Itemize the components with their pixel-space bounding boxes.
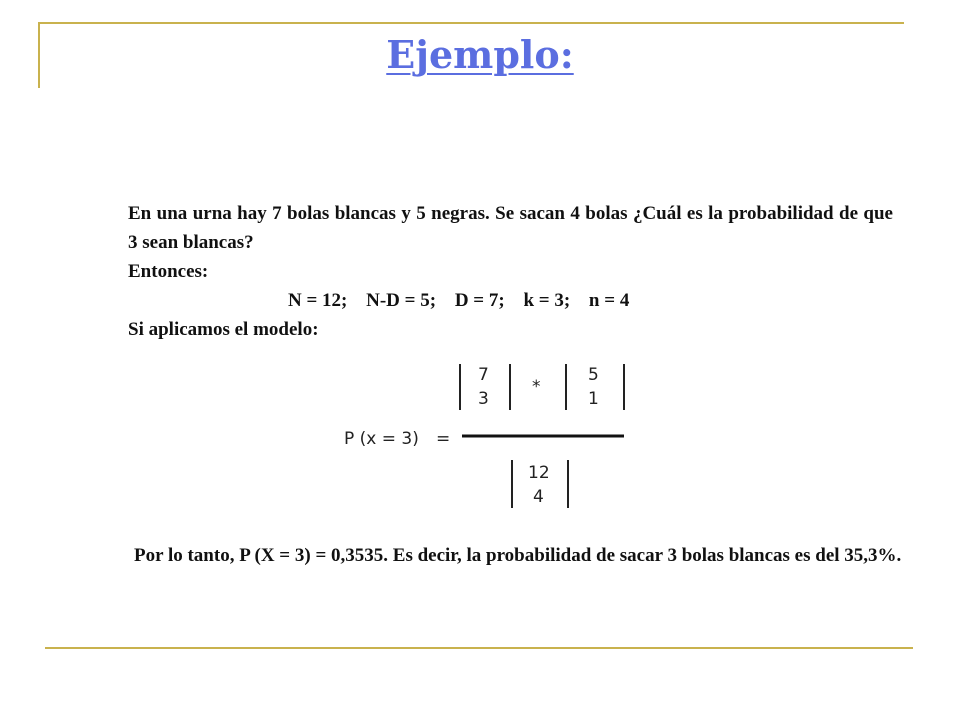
formula-equals: =	[436, 429, 451, 449]
problem-statement: En una urna hay 7 bolas blancas y 5 negras. Se sacan 4 bolas ¿Cuál es la probabilidad de que 3 sean blancas?	[128, 203, 893, 253]
apply-model-label: Si aplicamos el modelo:	[128, 319, 319, 340]
num-right-top: 5	[588, 365, 599, 385]
formula-operator: *	[532, 377, 541, 397]
hypergeometric-formula	[330, 352, 650, 522]
slide-title: Ejemplo:	[386, 32, 574, 77]
parameters-line	[288, 286, 629, 315]
param-k: k = 3;	[523, 290, 571, 311]
param-n-total: N = 12;	[288, 290, 348, 311]
den-top: 12	[528, 463, 550, 483]
top-rule	[38, 22, 904, 24]
conclusion: Por lo tanto, P (X = 3) = 0,3535. Es decir, la probabilidad de sacar 3 bolas blancas es del 35,3%.	[134, 545, 902, 566]
num-left-top: 7	[478, 365, 489, 385]
bottom-rule	[45, 647, 913, 649]
param-n-sample: n = 4	[588, 290, 630, 311]
num-right-bottom: 1	[588, 389, 599, 409]
formula-lhs: P (x = 3)	[344, 429, 419, 449]
param-d: D = 7;	[454, 290, 505, 311]
den-bottom: 4	[533, 487, 544, 507]
param-n-minus-d: N-D = 5;	[366, 290, 437, 311]
then-label: Entonces:	[128, 261, 209, 282]
num-left-bottom: 3	[478, 389, 489, 409]
